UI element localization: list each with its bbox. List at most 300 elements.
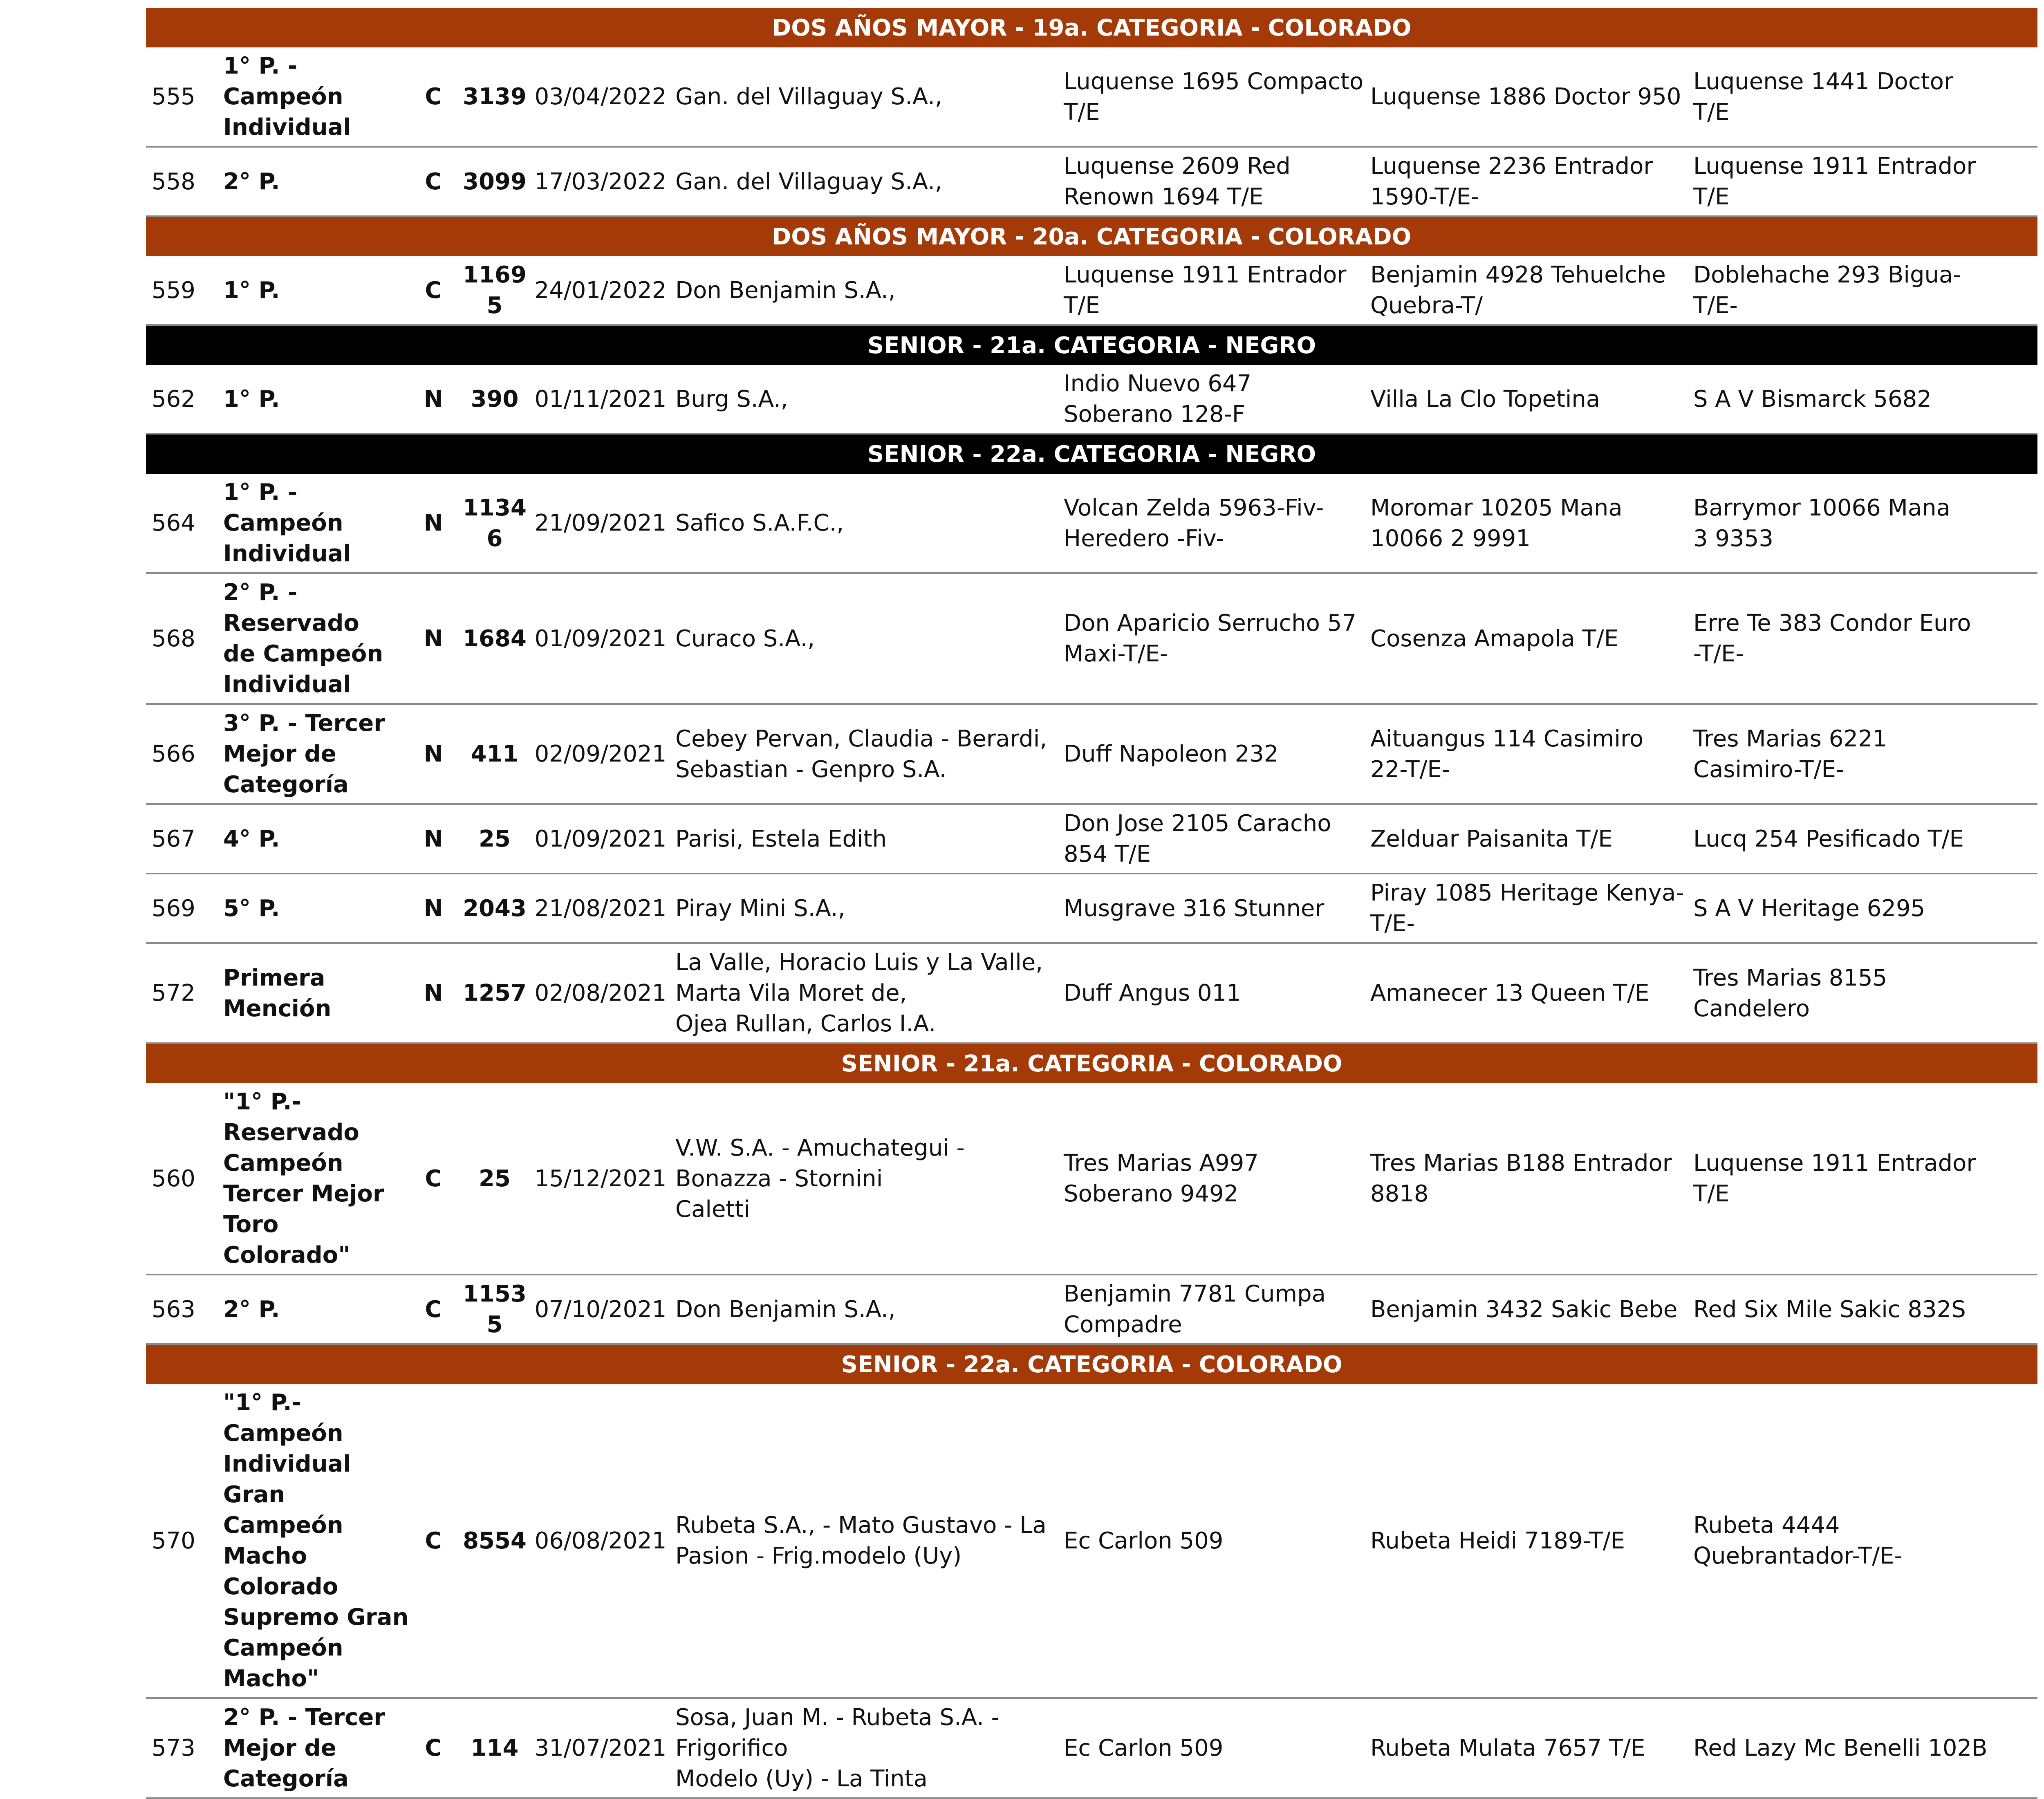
prize-cell-line: "1° P.- [223, 1089, 301, 1115]
table-row [146, 1698, 2037, 1798]
sire-cell-line: Soberano 9492 [1064, 1181, 1239, 1207]
sire-cell-line: Luquense 1695 Compacto [1064, 68, 1364, 95]
sire-cell-line: Indio Nuevo 647 [1064, 370, 1252, 397]
birth-date-text: 24/01/2022 [534, 277, 667, 304]
dam-cell [1365, 704, 1688, 804]
birth-date-text: 01/09/2021 [534, 825, 667, 852]
exhibitor-cell [670, 804, 1058, 874]
sire-cell [1058, 1083, 1365, 1275]
dam-cell [1365, 365, 1688, 434]
exhibitor-cell-line: Don Benjamin S.A., [675, 1296, 896, 1323]
exhibitor-cell [670, 1275, 1058, 1344]
dam-cell-line: Luquense 2236 Entrador [1370, 153, 1653, 179]
catalog-number-text: 570 [152, 1527, 195, 1554]
sire-cell [1058, 1384, 1365, 1698]
rp-number-text: 1257 [463, 980, 527, 1006]
catalog-number [146, 256, 217, 325]
category-header-row [146, 1043, 2037, 1083]
rp-number [458, 1698, 531, 1798]
prize-cell-line: "1° P.- [223, 1389, 301, 1416]
grandsire-cell-line: S A V Heritage 6295 [1693, 895, 1925, 922]
prize-cell [217, 943, 409, 1043]
catalog-number-text: 568 [152, 625, 195, 652]
exhibitor-cell-line: Don Benjamin S.A., [675, 277, 896, 304]
catalog-number-text: 555 [152, 83, 195, 110]
exhibitor-cell [670, 1083, 1058, 1275]
catalog-number [146, 804, 217, 874]
table-row [146, 1275, 2037, 1344]
prize-cell-line: Mejor de [223, 741, 336, 767]
sire-cell-line: Don Aparicio Serrucho 57 [1064, 610, 1356, 636]
coat-color [409, 943, 458, 1043]
birth-date [531, 1275, 670, 1344]
birth-date-text: 07/10/2021 [534, 1296, 667, 1323]
birth-date [531, 1384, 670, 1698]
dam-cell [1365, 804, 1688, 874]
category-header-row [146, 8, 2037, 47]
catalog-number-text: 566 [152, 741, 195, 767]
coat-color [409, 874, 458, 943]
dam-cell [1365, 573, 1688, 704]
prize-cell-line: Primera [223, 964, 325, 991]
sire-cell [1058, 943, 1365, 1043]
table-row [146, 365, 2037, 434]
exhibitor-cell [670, 147, 1058, 216]
birth-date [531, 365, 670, 434]
dam-cell-line: 10066 2 9991 [1370, 525, 1531, 552]
catalog-number [146, 1083, 217, 1275]
dam-cell-line: Luquense 1886 Doctor 950 [1370, 83, 1681, 110]
sire-cell-line: Tres Marias A997 [1064, 1150, 1259, 1176]
sire-cell [1058, 256, 1365, 325]
rp-number-text: 11346 [463, 494, 527, 552]
exhibitor-cell-line: Parisi, Estela Edith [675, 825, 887, 852]
dam-cell [1365, 147, 1688, 216]
coat-color [409, 474, 458, 573]
prize-cell-line: Categoría [223, 1765, 349, 1792]
exhibitor-cell-line: Caletti [675, 1196, 750, 1223]
birth-date [531, 47, 670, 147]
prize-cell-line: Gran Campeón [223, 1481, 343, 1539]
rp-number [458, 147, 531, 216]
exhibitor-cell-line: Marta Vila Moret de, [675, 980, 907, 1006]
rp-number [458, 1275, 531, 1344]
grandsire-cell-line: Luquense 1911 Entrador [1693, 1150, 1976, 1176]
exhibitor-cell-line: Sosa, Juan M. - Rubeta S.A. - [675, 1704, 1000, 1731]
birth-date [531, 804, 670, 874]
rp-number-text: 25 [479, 825, 511, 852]
birth-date-text: 02/08/2021 [534, 980, 667, 1006]
table-row [146, 47, 2037, 147]
grandsire-cell-line: T/E [1693, 99, 1730, 125]
exhibitor-cell [670, 573, 1058, 704]
prize-cell-line: Mejor de [223, 1735, 336, 1761]
rp-number-text: 8554 [463, 1527, 527, 1554]
grandsire-cell [1688, 147, 2037, 216]
coat-color-text: C [425, 83, 442, 110]
coat-color [409, 1083, 458, 1275]
birth-date-text: 17/03/2022 [534, 168, 667, 195]
coat-color-text: N [424, 385, 443, 412]
dam-cell-line: 8818 [1370, 1181, 1429, 1207]
dam-cell-line: Zelduar Paisanita T/E [1370, 825, 1613, 852]
rp-number-text: 114 [471, 1735, 519, 1761]
prize-cell [217, 47, 409, 147]
birth-date-text: 06/08/2021 [534, 1527, 667, 1554]
exhibitor-cell [670, 704, 1058, 804]
catalog-number [146, 943, 217, 1043]
results-table [146, 8, 2037, 1799]
exhibitor-cell-line: Frigorifico [675, 1735, 788, 1761]
exhibitor-cell-line: Gan. del Villaguay S.A., [675, 83, 942, 110]
coat-color-text: C [425, 277, 442, 304]
birth-date-text: 21/08/2021 [534, 895, 667, 922]
grandsire-cell [1688, 1698, 2037, 1798]
prize-cell-line: Campeón [223, 1150, 343, 1176]
grandsire-cell-line: Doblehache 293 Bigua- [1693, 262, 1961, 288]
birth-date-text: 02/09/2021 [534, 741, 667, 767]
prize-cell [217, 1384, 409, 1698]
exhibitor-cell [670, 1698, 1058, 1798]
grandsire-cell-line: Barrymor 10066 Mana [1693, 494, 1950, 521]
dam-cell-line: Rubeta Mulata 7657 T/E [1370, 1735, 1645, 1761]
sire-cell [1058, 147, 1365, 216]
rp-number-text: 3099 [463, 168, 527, 195]
grandsire-cell [1688, 804, 2037, 874]
grandsire-cell-line: Candelero [1693, 995, 1810, 1022]
birth-date [531, 874, 670, 943]
coat-color-text: C [425, 1527, 442, 1554]
grandsire-cell [1688, 943, 2037, 1043]
dam-cell-line: Villa La Clo Topetina [1370, 385, 1600, 412]
sire-cell-line: Ec Carlon 509 [1064, 1735, 1224, 1761]
rp-number [458, 943, 531, 1043]
catalog-number-text: 563 [152, 1296, 195, 1323]
category-header: SENIOR - 21a. CATEGORIA - NEGRO [146, 325, 2037, 365]
catalog-number-text: 573 [152, 1735, 195, 1761]
coat-color-text: N [424, 741, 443, 767]
rp-number-text: 3139 [463, 83, 527, 110]
prize-cell-line: Reservado [223, 1119, 359, 1146]
coat-color-text: C [425, 1296, 442, 1323]
grandsire-cell [1688, 1275, 2037, 1344]
dam-cell [1365, 1083, 1688, 1275]
prize-cell [217, 573, 409, 704]
exhibitor-cell-line: Cebey Pervan, Claudia - Berardi, [675, 725, 1047, 752]
exhibitor-cell-line: Pasion - Frig.modelo (Uy) [675, 1543, 962, 1569]
prize-cell-line: Categoría [223, 771, 349, 798]
sire-cell-line: T/E [1064, 292, 1100, 319]
rp-number-text: 411 [471, 741, 519, 767]
prize-cell-line: Tercer Mejor [223, 1181, 384, 1207]
prize-cell-line: 2° P. [223, 1296, 280, 1323]
exhibitor-cell [670, 943, 1058, 1043]
sire-cell-line: Luquense 2609 Red [1064, 153, 1291, 179]
grandsire-cell-line: 3 9353 [1693, 525, 1773, 552]
catalog-number [146, 704, 217, 804]
prize-cell-line: Individual [223, 540, 351, 567]
prize-cell-line: Campeón [223, 1635, 343, 1661]
exhibitor-cell-line: Safico S.A.F.C., [675, 510, 844, 536]
exhibitor-cell [670, 365, 1058, 434]
category-header: SENIOR - 21a. CATEGORIA - COLORADO [146, 1043, 2037, 1083]
prize-cell-line: 1° P. - Campeón [223, 53, 343, 110]
grandsire-cell-line: -T/E- [1693, 641, 1744, 667]
dam-cell-line: Quebra-T/ [1370, 292, 1483, 319]
birth-date [531, 1698, 670, 1798]
prize-cell-line: 1° P. - Campeón [223, 479, 343, 536]
grandsire-cell-line: Quebrantador-T/E- [1693, 1543, 1903, 1569]
prize-cell [217, 874, 409, 943]
coat-color [409, 804, 458, 874]
coat-color-text: C [425, 1165, 442, 1192]
exhibitor-cell [670, 474, 1058, 573]
coat-color-text: N [424, 980, 443, 1006]
coat-color-text: N [424, 510, 443, 536]
coat-color [409, 704, 458, 804]
exhibitor-cell-line: Ojea Rullan, Carlos I.A. [675, 1010, 936, 1037]
table-row [146, 804, 2037, 874]
sire-cell-line: Volcan Zelda 5963-Fiv- [1064, 494, 1324, 521]
dam-cell [1365, 474, 1688, 573]
dam-cell [1365, 256, 1688, 325]
catalog-number [146, 1698, 217, 1798]
prize-cell [217, 365, 409, 434]
coat-color [409, 1275, 458, 1344]
prize-cell-line: Macho" [223, 1665, 319, 1692]
catalog-number-text: 572 [152, 980, 195, 1006]
coat-color [409, 1384, 458, 1698]
exhibitor-cell-line: Modelo (Uy) - La Tinta [675, 1765, 928, 1792]
grandsire-cell [1688, 47, 2037, 147]
birth-date [531, 573, 670, 704]
coat-color-text: C [425, 168, 442, 195]
sire-cell [1058, 1698, 1365, 1798]
dam-cell-line: T/E- [1370, 910, 1415, 937]
table-row [146, 147, 2037, 216]
catalog-number [146, 1384, 217, 1698]
prize-cell-line: 1° P. [223, 385, 280, 412]
prize-cell-line: Supremo Gran [223, 1604, 409, 1631]
exhibitor-cell-line: Bonazza - Stornini [675, 1165, 883, 1192]
grandsire-cell-line: Luquense 1911 Entrador [1693, 153, 1976, 179]
rp-number-text: 2043 [463, 895, 527, 922]
exhibitor-cell-line: Curaco S.A., [675, 625, 815, 652]
sire-cell [1058, 804, 1365, 874]
rp-number-text: 11695 [463, 262, 527, 319]
birth-date [531, 256, 670, 325]
table-row [146, 573, 2037, 704]
dam-cell [1365, 47, 1688, 147]
birth-date [531, 147, 670, 216]
grandsire-cell-line: Lucq 254 Pesificado T/E [1693, 825, 1964, 852]
dam-cell [1365, 874, 1688, 943]
prize-cell-line: Individual [223, 1451, 351, 1477]
prize-cell [217, 147, 409, 216]
sire-cell [1058, 573, 1365, 704]
sire-cell-line: Duff Napoleon 232 [1064, 741, 1279, 767]
dam-cell-line: Aituangus 114 Casimiro [1370, 725, 1644, 752]
coat-color [409, 147, 458, 216]
sire-cell-line: 854 T/E [1064, 841, 1151, 867]
rp-number-text: 390 [471, 385, 519, 412]
sire-cell-line: Musgrave 316 Stunner [1064, 895, 1325, 922]
coat-color-text: N [424, 825, 443, 852]
dam-cell-line: Moromar 10205 Mana [1370, 494, 1623, 521]
catalog-number [146, 573, 217, 704]
sire-cell-line: Maxi-T/E- [1064, 641, 1168, 667]
coat-color-text: C [425, 1735, 442, 1761]
grandsire-cell [1688, 256, 2037, 325]
prize-cell-line: Reservado [223, 610, 359, 636]
grandsire-cell-line: Erre Te 383 Condor Euro [1693, 610, 1971, 636]
rp-number [458, 365, 531, 434]
rp-number-text: 25 [479, 1165, 511, 1192]
table-row [146, 704, 2037, 804]
table-row [146, 256, 2037, 325]
grandsire-cell-line: Casimiro-T/E- [1693, 756, 1845, 783]
sire-cell [1058, 704, 1365, 804]
prize-cell-line: Macho [223, 1543, 307, 1569]
dam-cell-line: Rubeta Heidi 7189-T/E [1370, 1527, 1625, 1554]
sire-cell [1058, 1275, 1365, 1344]
category-header-row [146, 216, 2037, 256]
prize-cell [217, 474, 409, 573]
coat-color-text: N [424, 625, 443, 652]
grandsire-cell [1688, 474, 2037, 573]
birth-date-text: 01/09/2021 [534, 625, 667, 652]
grandsire-cell [1688, 573, 2037, 704]
exhibitor-cell [670, 47, 1058, 147]
sire-cell-line: Don Jose 2105 Caracho [1064, 810, 1331, 837]
coat-color [409, 256, 458, 325]
dam-cell [1365, 1275, 1688, 1344]
catalog-number [146, 474, 217, 573]
grandsire-cell [1688, 1384, 2037, 1698]
birth-date-text: 01/11/2021 [534, 385, 667, 412]
table-row [146, 474, 2037, 573]
catalog-number-text: 558 [152, 168, 195, 195]
grandsire-cell-line: Luquense 1441 Doctor [1693, 68, 1953, 95]
table-row [146, 1083, 2037, 1275]
exhibitor-cell-line: Gan. del Villaguay S.A., [675, 168, 942, 195]
category-header-row [146, 1344, 2037, 1384]
prize-cell-line: 5° P. [223, 895, 280, 922]
catalog-number-text: 567 [152, 825, 195, 852]
catalog-number [146, 874, 217, 943]
prize-cell-line: de Campeón [223, 641, 383, 667]
rp-number [458, 47, 531, 147]
prize-cell [217, 1698, 409, 1798]
sire-cell-line: Benjamin 7781 Cumpa [1064, 1281, 1326, 1307]
coat-color [409, 573, 458, 704]
results-table-body [146, 8, 2037, 1798]
category-header: SENIOR - 22a. CATEGORIA - NEGRO [146, 434, 2037, 474]
birth-date [531, 704, 670, 804]
exhibitor-cell-line: Burg S.A., [675, 385, 788, 412]
birth-date-text: 15/12/2021 [534, 1165, 667, 1192]
exhibitor-cell-line: V.W. S.A. - Amuchategui - [675, 1134, 965, 1161]
catalog-number [146, 365, 217, 434]
sire-cell-line: Soberano 128-F [1064, 401, 1246, 428]
catalog-number [146, 1275, 217, 1344]
birth-date [531, 943, 670, 1043]
prize-cell-line: 3° P. - Tercer [223, 710, 385, 737]
coat-color-text: N [424, 895, 443, 922]
prize-cell-line: 2° P. - [223, 579, 298, 606]
exhibitor-cell-line: La Valle, Horacio Luis y La Valle, [675, 949, 1043, 976]
exhibitor-cell [670, 256, 1058, 325]
coat-color [409, 365, 458, 434]
dam-cell [1365, 943, 1688, 1043]
rp-number-text: 1684 [463, 625, 527, 652]
exhibitor-cell [670, 1384, 1058, 1698]
grandsire-cell-line: Tres Marias 6221 [1693, 725, 1887, 752]
grandsire-cell [1688, 874, 2037, 943]
prize-cell-line: Campeón [223, 1420, 343, 1447]
rp-number [458, 256, 531, 325]
dam-cell-line: Benjamin 4928 Tehuelche [1370, 262, 1666, 288]
sire-cell-line: T/E [1064, 99, 1100, 125]
table-row [146, 874, 2037, 943]
sire-cell-line: Heredero -Fiv- [1064, 525, 1224, 552]
table-row [146, 1384, 2037, 1698]
grandsire-cell-line: S A V Bismarck 5682 [1693, 385, 1932, 412]
catalog-number-text: 559 [152, 277, 195, 304]
prize-cell-line: Colorado [223, 1573, 338, 1600]
dam-cell-line: 1590-T/E- [1370, 184, 1479, 210]
sire-cell [1058, 874, 1365, 943]
birth-date [531, 474, 670, 573]
sire-cell [1058, 47, 1365, 147]
results-document [146, 8, 2037, 1799]
coat-color [409, 1698, 458, 1798]
catalog-number-text: 564 [152, 510, 195, 536]
catalog-number-text: 560 [152, 1165, 195, 1192]
rp-number [458, 704, 531, 804]
category-header-row [146, 325, 2037, 365]
rp-number-text: 11535 [463, 1281, 527, 1338]
birth-date [531, 1083, 670, 1275]
dam-cell-line: Tres Marias B188 Entrador [1370, 1150, 1672, 1176]
dam-cell-line: Amanecer 13 Queen T/E [1370, 980, 1650, 1006]
grandsire-cell-line: T/E [1693, 1181, 1730, 1207]
grandsire-cell-line: T/E [1693, 184, 1730, 210]
rp-number [458, 804, 531, 874]
category-header: DOS AÑOS MAYOR - 20a. CATEGORIA - COLORADO [146, 216, 2037, 256]
catalog-number [146, 147, 217, 216]
catalog-number-text: 569 [152, 895, 195, 922]
table-row [146, 943, 2037, 1043]
prize-cell-line: Individual [223, 114, 351, 141]
grandsire-cell [1688, 704, 2037, 804]
birth-date-text: 21/09/2021 [534, 510, 667, 536]
category-header: SENIOR - 22a. CATEGORIA - COLORADO [146, 1344, 2037, 1384]
sire-cell-line: Renown 1694 T/E [1064, 184, 1264, 210]
catalog-number-text: 562 [152, 385, 195, 412]
grandsire-cell [1688, 1083, 2037, 1275]
sire-cell-line: Ec Carlon 509 [1064, 1527, 1224, 1554]
sire-cell-line: Duff Angus 011 [1064, 980, 1241, 1006]
grandsire-cell-line: Tres Marias 8155 [1693, 964, 1887, 991]
prize-cell-line: 4° P. [223, 825, 280, 852]
grandsire-cell-line: Red Six Mile Sakic 832S [1693, 1296, 1966, 1323]
birth-date-text: 31/07/2021 [534, 1735, 667, 1761]
sire-cell [1058, 365, 1365, 434]
grandsire-cell-line: Red Lazy Mc Benelli 102B [1693, 1735, 1988, 1761]
rp-number [458, 1384, 531, 1698]
prize-cell-line: 1° P. [223, 277, 280, 304]
